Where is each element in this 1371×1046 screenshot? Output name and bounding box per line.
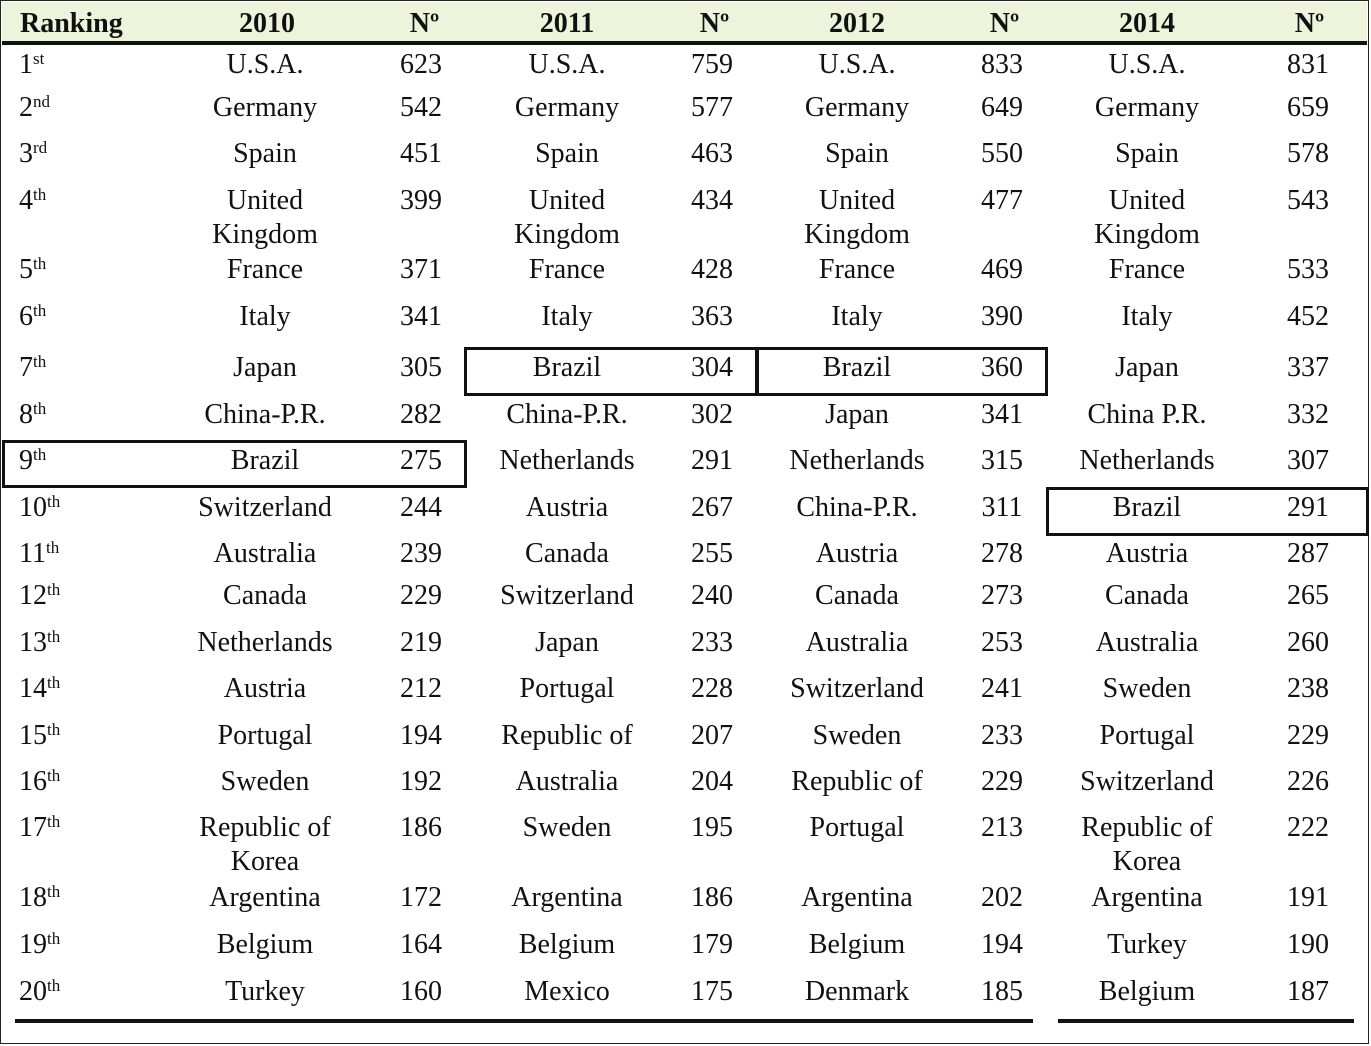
country-cell-2012: Portugal	[809, 812, 905, 843]
country-cell-2012: Sweden	[812, 720, 902, 751]
country-cell-2011: Japan	[535, 627, 599, 658]
count-cell-2012: 278	[981, 538, 1023, 569]
count-cell-2014: 265	[1287, 580, 1329, 611]
count-cell-2014: 190	[1287, 929, 1329, 960]
country-cell-2014: Portugal	[1099, 720, 1195, 751]
count-cell-2014: 229	[1287, 720, 1329, 751]
rank-cell	[19, 928, 169, 962]
count-cell-2010: 282	[400, 399, 442, 430]
country-cell-2012: Brazil	[822, 352, 892, 383]
country-cell-2014: Sweden	[1102, 673, 1192, 704]
count-cell-2011: 428	[691, 254, 733, 285]
rank-suffix: nd	[33, 92, 50, 111]
rank-cell	[19, 765, 169, 799]
rank-cell	[19, 253, 169, 287]
country-cell-2012: Austria	[815, 538, 899, 569]
rank-cell	[19, 881, 169, 915]
country-cell-2012: Belgium	[808, 929, 906, 960]
count-cell-2010: 219	[400, 627, 442, 658]
country-cell-2012: United Kingdom	[804, 185, 910, 250]
rank-cell	[19, 975, 169, 1009]
count-cell-2011: 363	[691, 301, 733, 332]
count-cell-2012: 185	[981, 976, 1023, 1007]
country-cell-2012: Republic of	[791, 766, 923, 797]
count-cell-2011: 186	[691, 882, 733, 913]
country-cell-2011: Switzerland	[500, 580, 634, 611]
count-cell-2011: 291	[691, 445, 733, 476]
country-cell-2012: Spain	[825, 138, 889, 169]
count-cell-2014: 578	[1287, 138, 1329, 169]
count-cell-2011: 207	[691, 720, 733, 751]
count-cell-2014: 226	[1287, 766, 1329, 797]
country-cell-2011: France	[528, 254, 606, 285]
count-cell-2012: 233	[981, 720, 1023, 751]
count-cell-2012: 202	[981, 882, 1023, 913]
country-cell-2010: Turkey	[225, 976, 305, 1007]
brazil-highlight-box	[2, 440, 467, 488]
count-cell-2012: 253	[981, 627, 1023, 658]
count-cell-2010: 341	[400, 301, 442, 332]
country-cell-2010: U.S.A.	[226, 49, 304, 80]
rank-number: 11	[19, 538, 46, 569]
country-cell-2014: Canada	[1105, 580, 1189, 611]
country-cell-2012: Argentina	[801, 882, 913, 913]
count-cell-2014: 260	[1287, 627, 1329, 658]
count-cell-2014: 533	[1287, 254, 1329, 285]
header-ranking: Ranking	[20, 8, 123, 39]
rank-number: 19	[19, 929, 47, 960]
rank-suffix: th	[47, 492, 61, 511]
header-2011: 2011	[539, 8, 595, 39]
rank-number: 18	[19, 882, 47, 913]
count-cell-2010: 371	[400, 254, 442, 285]
country-cell-2010: Germany	[212, 92, 318, 123]
country-cell-2010: Belgium	[216, 929, 314, 960]
count-cell-2010: 239	[400, 538, 442, 569]
country-cell-2010: France	[226, 254, 304, 285]
count-cell-2014: 222	[1287, 812, 1329, 843]
rank-suffix: th	[33, 185, 47, 204]
country-cell-2011: Portugal	[519, 673, 615, 704]
country-cell-2011: Austria	[525, 492, 609, 523]
count-cell-2011: 577	[691, 92, 733, 123]
count-cell-2011: 267	[691, 492, 733, 523]
count-cell-2011: 304	[691, 352, 733, 383]
rank-suffix: st	[33, 49, 45, 68]
country-cell-2010: Sweden	[220, 766, 310, 797]
country-cell-2014: Netherlands	[1079, 445, 1215, 476]
count-cell-2014: 543	[1287, 185, 1329, 216]
rank-cell	[19, 300, 169, 334]
country-cell-2014: Austria	[1105, 538, 1189, 569]
bottom-rule	[1058, 1019, 1354, 1023]
country-cell-2014: Spain	[1115, 138, 1179, 169]
count-cell-2010: 172	[400, 882, 442, 913]
header-no-2011: Nº	[699, 8, 730, 39]
count-cell-2011: 228	[691, 673, 733, 704]
count-cell-2010: 229	[400, 580, 442, 611]
rank-suffix: th	[47, 720, 61, 739]
count-cell-2011: 179	[691, 929, 733, 960]
count-cell-2011: 240	[691, 580, 733, 611]
country-cell-2011: Germany	[514, 92, 620, 123]
header-2012: 2012	[829, 8, 885, 39]
country-cell-2011: Brazil	[532, 352, 602, 383]
country-cell-2011: Italy	[541, 301, 593, 332]
count-cell-2010: 305	[400, 352, 442, 383]
count-cell-2011: 175	[691, 976, 733, 1007]
country-cell-2014: Belgium	[1098, 976, 1196, 1007]
country-cell-2011: Mexico	[524, 976, 610, 1007]
country-cell-2010: Japan	[233, 352, 297, 383]
count-cell-2010: 399	[400, 185, 442, 216]
rank-cell	[19, 351, 169, 385]
rank-number: 8	[19, 399, 33, 430]
count-cell-2012: 390	[981, 301, 1023, 332]
rank-suffix: th	[47, 929, 61, 948]
country-cell-2011: Belgium	[518, 929, 616, 960]
country-cell-2012: Germany	[804, 92, 910, 123]
count-cell-2010: 164	[400, 929, 442, 960]
rank-number: 20	[19, 976, 47, 1007]
rank-number: 15	[19, 720, 47, 751]
rank-suffix: th	[47, 882, 61, 901]
country-cell-2012: Canada	[815, 580, 899, 611]
count-cell-2011: 204	[691, 766, 733, 797]
rank-number: 4	[19, 185, 33, 216]
country-cell-2011: China-P.R.	[506, 399, 628, 430]
count-cell-2014: 659	[1287, 92, 1329, 123]
country-cell-2011: United Kingdom	[514, 185, 620, 250]
country-cell-2010: Australia	[213, 538, 317, 569]
country-cell-2010: Portugal	[217, 720, 313, 751]
count-cell-2011: 434	[691, 185, 733, 216]
country-cell-2014: Republic of Korea	[1081, 812, 1213, 877]
count-cell-2014: 291	[1287, 492, 1329, 523]
brazil-highlight-box	[1046, 487, 1369, 536]
count-cell-2010: 451	[400, 138, 442, 169]
rank-cell	[19, 537, 169, 571]
count-cell-2012: 469	[981, 254, 1023, 285]
count-cell-2012: 833	[981, 49, 1023, 80]
rank-suffix: th	[33, 445, 47, 464]
country-cell-2012: U.S.A.	[818, 49, 896, 80]
rank-number: 17	[19, 812, 47, 843]
rank-number: 10	[19, 492, 47, 523]
count-cell-2014: 238	[1287, 673, 1329, 704]
count-cell-2011: 195	[691, 812, 733, 843]
count-cell-2012: 311	[981, 492, 1023, 523]
count-cell-2010: 623	[400, 49, 442, 80]
count-cell-2014: 307	[1287, 445, 1329, 476]
count-cell-2010: 244	[400, 492, 442, 523]
country-cell-2014: China P.R.	[1087, 399, 1207, 430]
country-cell-2014: Turkey	[1107, 929, 1187, 960]
country-cell-2010: Austria	[223, 673, 307, 704]
rank-number: 9	[19, 445, 33, 476]
country-cell-2014: Japan	[1115, 352, 1179, 383]
country-cell-2010: Argentina	[209, 882, 321, 913]
country-cell-2010: Netherlands	[197, 627, 333, 658]
country-cell-2011: U.S.A.	[528, 49, 606, 80]
rank-cell	[19, 811, 169, 845]
rank-cell	[19, 719, 169, 753]
count-cell-2014: 191	[1287, 882, 1329, 913]
rank-number: 6	[19, 301, 33, 332]
country-cell-2014: Germany	[1094, 92, 1200, 123]
country-cell-2010: China-P.R.	[204, 399, 326, 430]
count-cell-2014: 187	[1287, 976, 1329, 1007]
rank-cell	[19, 579, 169, 613]
count-cell-2012: 273	[981, 580, 1023, 611]
country-cell-2012: Japan	[825, 399, 889, 430]
country-cell-2010: Brazil	[230, 445, 300, 476]
header-no-2012: Nº	[989, 8, 1020, 39]
header-2014: 2014	[1119, 8, 1175, 39]
rank-number: 2	[19, 92, 33, 123]
country-cell-2011: Netherlands	[499, 445, 635, 476]
country-cell-2011: Argentina	[511, 882, 623, 913]
rank-number: 5	[19, 254, 33, 285]
country-cell-2012: Denmark	[804, 976, 910, 1007]
rank-cell	[19, 626, 169, 660]
country-cell-2014: Switzerland	[1080, 766, 1214, 797]
count-cell-2012: 360	[981, 352, 1023, 383]
country-cell-2014: United Kingdom	[1094, 185, 1200, 250]
rank-cell	[19, 137, 169, 171]
country-cell-2014: Italy	[1121, 301, 1173, 332]
rank-suffix: th	[47, 766, 61, 785]
country-cell-2014: U.S.A.	[1108, 49, 1186, 80]
count-cell-2012: 229	[981, 766, 1023, 797]
rank-number: 7	[19, 352, 33, 383]
count-cell-2010: 212	[400, 673, 442, 704]
table-header-row	[2, 2, 1367, 45]
rank-suffix: rd	[33, 138, 48, 157]
country-cell-2012: Australia	[805, 627, 909, 658]
country-cell-2014: France	[1108, 254, 1186, 285]
country-cell-2014: Australia	[1095, 627, 1199, 658]
rank-cell	[19, 91, 169, 125]
rank-cell	[19, 398, 169, 432]
country-cell-2011: Australia	[515, 766, 619, 797]
count-cell-2014: 332	[1287, 399, 1329, 430]
count-cell-2014: 831	[1287, 49, 1329, 80]
rank-suffix: th	[33, 254, 47, 273]
count-cell-2014: 287	[1287, 538, 1329, 569]
country-cell-2010: Italy	[239, 301, 291, 332]
country-cell-2012: China-P.R.	[796, 492, 918, 523]
count-cell-2011: 233	[691, 627, 733, 658]
rank-suffix: th	[47, 976, 61, 995]
country-cell-2011: Sweden	[522, 812, 612, 843]
count-cell-2014: 452	[1287, 301, 1329, 332]
count-cell-2011: 463	[691, 138, 733, 169]
rank-number: 16	[19, 766, 47, 797]
country-cell-2011: Canada	[525, 538, 609, 569]
count-cell-2011: 759	[691, 49, 733, 80]
country-cell-2011: Spain	[535, 138, 599, 169]
country-cell-2010: Canada	[223, 580, 307, 611]
count-cell-2010: 160	[400, 976, 442, 1007]
country-cell-2011: Republic of	[501, 720, 633, 751]
count-cell-2010: 194	[400, 720, 442, 751]
rank-suffix: th	[33, 399, 47, 418]
rank-number: 1	[19, 49, 33, 80]
rank-suffix: th	[47, 580, 61, 599]
count-cell-2012: 194	[981, 929, 1023, 960]
count-cell-2010: 192	[400, 766, 442, 797]
count-cell-2014: 337	[1287, 352, 1329, 383]
bottom-rule	[15, 1019, 1033, 1023]
rank-cell	[19, 672, 169, 706]
header-no-2014: Nº	[1294, 8, 1325, 39]
rank-cell	[19, 491, 169, 525]
country-cell-2010: Spain	[233, 138, 297, 169]
country-cell-2012: France	[818, 254, 896, 285]
count-cell-2012: 649	[981, 92, 1023, 123]
count-cell-2012: 315	[981, 445, 1023, 476]
count-cell-2010: 275	[400, 445, 442, 476]
header-no-2010: Nº	[409, 8, 440, 39]
rank-number: 13	[19, 627, 47, 658]
country-cell-2014: Argentina	[1091, 882, 1203, 913]
rank-suffix: th	[33, 301, 47, 320]
count-cell-2012: 241	[981, 673, 1023, 704]
rank-suffix: th	[47, 673, 61, 692]
rank-suffix: th	[47, 812, 61, 831]
brazil-highlight-box	[464, 347, 758, 396]
country-cell-2010: United Kingdom	[212, 185, 318, 250]
country-cell-2014: Brazil	[1112, 492, 1182, 523]
header-2010: 2010	[239, 8, 295, 39]
rank-cell	[19, 184, 169, 218]
rank-suffix: th	[33, 352, 47, 371]
count-cell-2010: 186	[400, 812, 442, 843]
country-cell-2010: Switzerland	[198, 492, 332, 523]
count-cell-2011: 302	[691, 399, 733, 430]
brazil-highlight-box	[756, 347, 1048, 396]
country-cell-2012: Netherlands	[789, 445, 925, 476]
country-cell-2010: Republic of Korea	[199, 812, 331, 877]
count-cell-2011: 255	[691, 538, 733, 569]
country-cell-2012: Italy	[831, 301, 883, 332]
count-cell-2012: 477	[981, 185, 1023, 216]
country-cell-2012: Switzerland	[790, 673, 924, 704]
rank-cell	[19, 48, 169, 82]
rank-number: 14	[19, 673, 47, 704]
count-cell-2012: 550	[981, 138, 1023, 169]
rank-number: 3	[19, 138, 33, 169]
count-cell-2010: 542	[400, 92, 442, 123]
count-cell-2012: 341	[981, 399, 1023, 430]
count-cell-2012: 213	[981, 812, 1023, 843]
rank-suffix: th	[47, 627, 61, 646]
rank-suffix: th	[45, 538, 60, 557]
rank-number: 12	[19, 580, 47, 611]
